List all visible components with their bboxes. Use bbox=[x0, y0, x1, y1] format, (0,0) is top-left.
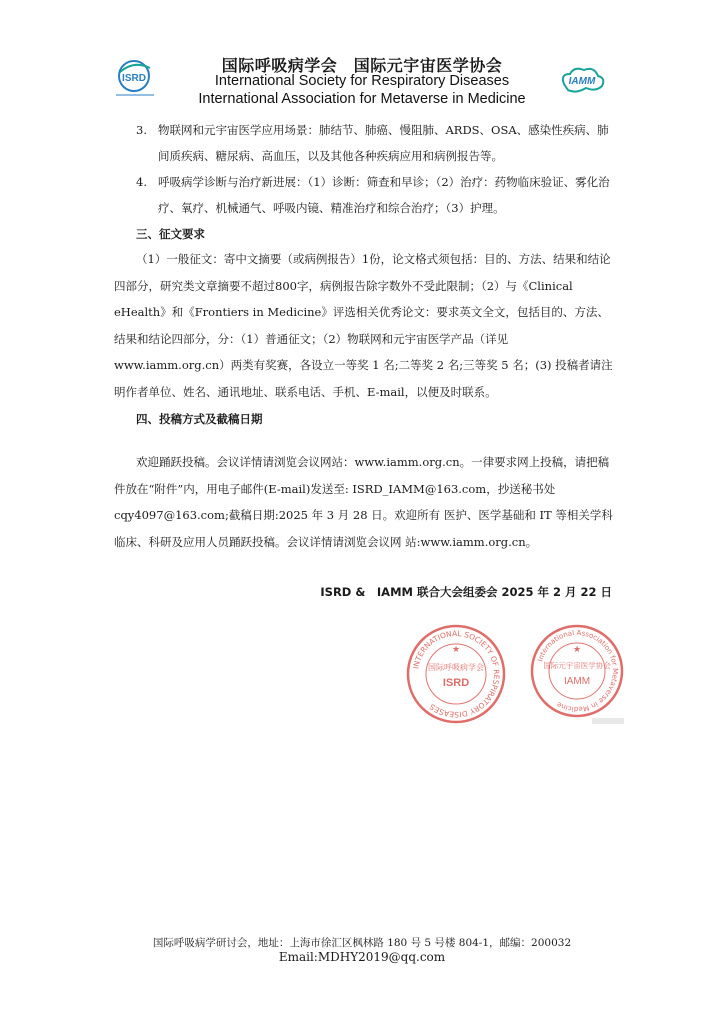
footer-address: 国际呼吸病学研讨会，地址：上海市徐汇区枫林路 180 号 5 号楼 804-1，邮编：200032 bbox=[152, 937, 572, 949]
iamm-logo-text: IAMM bbox=[568, 76, 596, 87]
letterhead-title-en-1: International Society for Respiratory Diseases bbox=[214, 73, 510, 89]
section-paragraph: （1）一般征文：寄中文摘要（或病例报告）1份，论文格式须包括：目的、方法、结果和结论四部分，研究类文章摘要不超过800字，病例报告除字数外不受此限制；（2）与《Clinical eHealth》和《Frontiers in Medicine》评选相关优秀论文：要求英文全文，包括目的、方法、结果和结论四部分，分：（1）普通征文；（2）物联网和元宇宙医学产品（详见www.iamm.org.cn）两类有奖赛，各设立一等奖 1 名;二等奖 2 名;三等奖 5 名；(3) 投稿者请注明作者单位、姓名、通讯地址、联系电话、手机、E-mail，以便及时联系。 bbox=[114, 252, 613, 399]
item-number: 4. bbox=[136, 175, 147, 189]
list-item bbox=[136, 117, 616, 169]
signoff-line: ISRD & IAMM 联合大会组委会 2025 年 2 月 22 日 bbox=[320, 585, 612, 599]
section-heading: 三、征文要求 bbox=[136, 227, 205, 241]
iamm-logo bbox=[556, 62, 608, 98]
footer-email: Email:MDHY2019@qq.com bbox=[278, 950, 446, 964]
section-heading: 四、投稿方式及截稿日期 bbox=[136, 412, 263, 426]
section-paragraph: 欢迎踊跃投稿。会议详情请浏览会议网站：www.iamm.org.cn。一律要求网上投稿，请把稿件放在“附件”内，用电子邮件(E-mail)发送至: ISRD_IAMM@163.com，抄送秘书处cqy4097@163.com;截稿日期:2025 年 3 月 28 日。欢迎所有 医护、医学基础和 IT 等相关学科临床、科研及应用人员踊跃投稿。会议详情请浏览会议网 站:www.iamm.org.cn。 bbox=[114, 455, 613, 549]
item-number: 3. bbox=[136, 123, 147, 137]
letterhead-title-en-2: International Association for Metaverse in Medicine bbox=[198, 91, 526, 107]
svg-text:ISRD: ISRD bbox=[442, 677, 470, 689]
isrd-seal bbox=[404, 622, 508, 726]
svg-text:International Association for: International Association for Metaverse in Medicine bbox=[536, 628, 620, 714]
list-item bbox=[136, 169, 616, 221]
svg-text:国际元宇宙医学协会: 国际元宇宙医学协会 bbox=[543, 661, 611, 670]
letterhead bbox=[0, 48, 724, 110]
svg-text:国际呼吸病学会: 国际呼吸病学会 bbox=[428, 663, 484, 672]
seal-shadow bbox=[592, 718, 624, 724]
item-text: 呼吸病学诊断与治疗新进展：（1）诊断：筛查和早诊；（2）治疗：药物临床验证、雾化治疗、氧疗、机械通气、呼吸内镜、精准治疗和综合治疗；（3）护理。 bbox=[158, 175, 610, 215]
svg-text:INTERNATIONAL SOCIETY OF RESPI: INTERNATIONAL SOCIETY OF RESPIRATORY DISEASES bbox=[411, 628, 502, 720]
isrd-logo-text: ISRD bbox=[122, 73, 146, 84]
svg-text:★: ★ bbox=[572, 645, 582, 655]
svg-text:★: ★ bbox=[451, 645, 461, 655]
item-text: 物联网和元宇宙医学应用场景：肺结节、肺癌、慢阻肺、ARDS、OSA、感染性疾病、肺间质疾病、糖尿病、高血压，以及其他各种疾病应用和病例报告等。 bbox=[158, 123, 609, 163]
iamm-seal bbox=[528, 622, 626, 720]
letterhead-title-cn: 国际呼吸病学会 国际元宇宙医学协会 bbox=[221, 56, 503, 75]
svg-text:IAMM: IAMM bbox=[563, 676, 591, 687]
